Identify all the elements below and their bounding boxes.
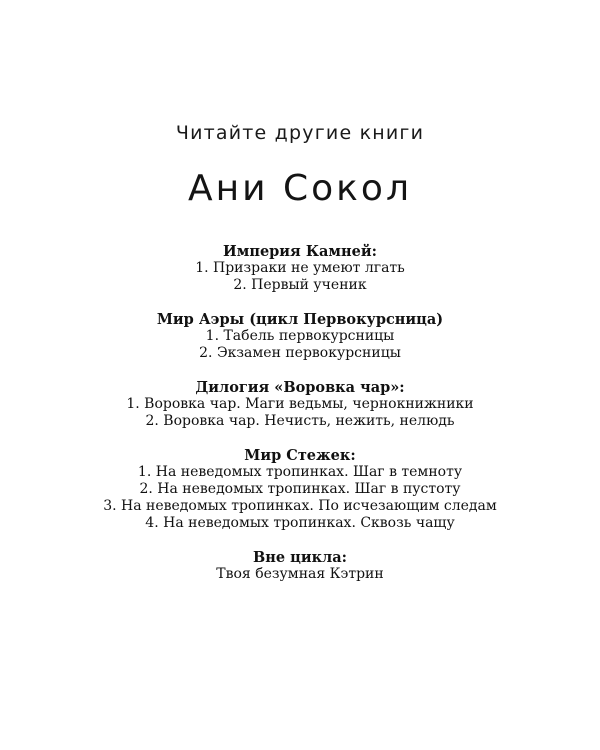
book-title: 1. Табель первокурсницы [205, 328, 395, 344]
book-title: 3. На неведомых тропинках. По исчезающим следам [103, 498, 497, 514]
book-title: 2. Воровка чар. Нечисть, нежить, нелюдь [145, 413, 455, 429]
series-block [0, 549, 600, 583]
book-title: 1. На неведомых тропинках. Шаг в темноту [137, 464, 463, 480]
book-title: 2. На неведомых тропинках. Шаг в пустоту [139, 481, 461, 497]
series-block [0, 447, 600, 532]
series-title: Империя Камней: [223, 243, 377, 260]
book-title: 2. Первый ученик [233, 277, 367, 293]
book-title: 4. На неведомых тропинках. Сквозь чащу [145, 515, 455, 531]
series-block [0, 243, 600, 294]
series-title: Мир Аэры (цикл Первокурсница) [156, 311, 444, 328]
book-title: Твоя безумная Кэтрин [216, 566, 384, 582]
book-title: 1. Призраки не умеют лгать [195, 260, 405, 276]
book-title: 1. Воровка чар. Маги ведьмы, чернокнижники [126, 396, 474, 412]
series-title: Вне цикла: [252, 549, 348, 566]
series-list [0, 243, 600, 600]
series-block [0, 379, 600, 430]
book-title: 2. Экзамен первокурсницы [199, 345, 401, 361]
series-title: Мир Стежек: [244, 447, 356, 464]
series-title: Дилогия «Воровка чар»: [195, 379, 405, 396]
author-name: Ани Сокол [188, 168, 412, 209]
series-block [0, 311, 600, 362]
page-subtitle: Читайте другие книги [175, 122, 425, 144]
